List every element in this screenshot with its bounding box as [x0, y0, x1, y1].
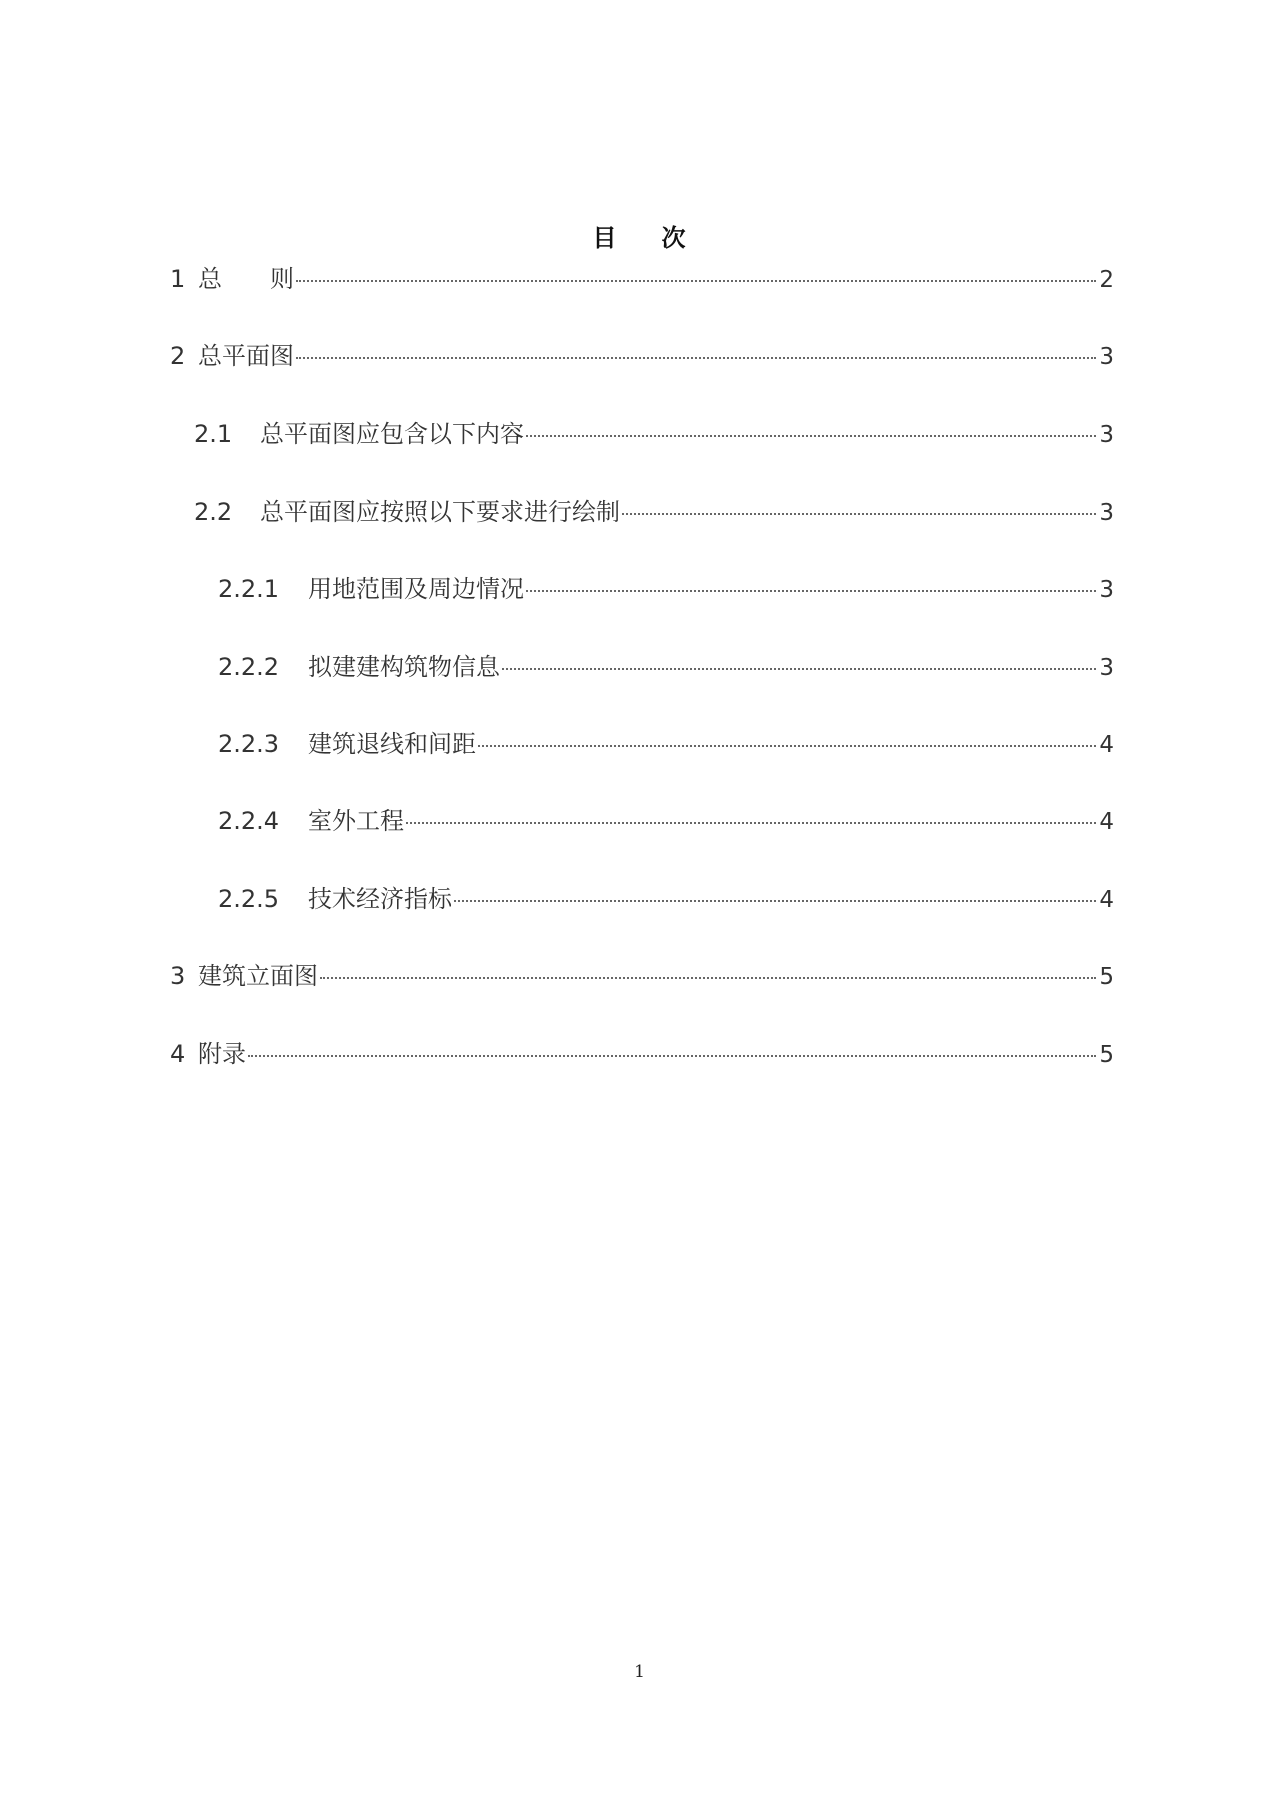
toc-entry[interactable]: [170, 959, 1114, 993]
toc-dot-leader: [526, 435, 1096, 437]
toc-entry-label: 总 则: [198, 265, 294, 293]
toc-entry-number: 2.2.3: [218, 730, 280, 758]
toc-entry-page: 3: [1099, 422, 1114, 448]
toc-entry-page: 4: [1099, 809, 1114, 835]
toc-entry-page: 2: [1099, 267, 1114, 293]
toc-dot-leader: [406, 822, 1096, 824]
toc-entry[interactable]: [170, 1037, 1114, 1071]
toc-dot-leader: [622, 513, 1096, 515]
toc-entry-number: 3: [170, 962, 186, 990]
toc-dot-leader: [296, 280, 1096, 282]
toc-entry-label: 附录: [198, 1040, 246, 1068]
toc-dot-leader: [502, 668, 1096, 670]
toc-dot-leader: [320, 977, 1096, 979]
toc-entry-number: 2: [170, 342, 186, 370]
toc-entry-number: 2.2.4: [218, 807, 280, 835]
toc-entry-label: 建筑立面图: [198, 962, 318, 990]
toc-entry[interactable]: [194, 417, 1114, 451]
toc-title-left: 目: [592, 224, 618, 252]
toc-entry[interactable]: [218, 727, 1114, 761]
toc-entry-number: 2.2.5: [218, 885, 280, 913]
toc-dot-leader: [248, 1055, 1096, 1057]
toc-dot-leader: [526, 590, 1096, 592]
toc-entry-page: 3: [1099, 500, 1114, 526]
toc-entry-label: 拟建建构筑物信息: [308, 653, 500, 681]
toc-entry[interactable]: [218, 804, 1114, 838]
toc-entry-label: 建筑退线和间距: [308, 730, 476, 758]
toc-entry[interactable]: [170, 262, 1114, 296]
toc-dot-leader: [478, 745, 1096, 747]
toc-entry-number: 2.1: [194, 420, 233, 448]
toc-entry-label: 总平面图: [198, 342, 294, 370]
toc-entry-page: 3: [1099, 655, 1114, 681]
toc-entry-label: 总平面图应包含以下内容: [260, 420, 524, 448]
toc-entry-label: 技术经济指标: [308, 885, 452, 913]
toc-entry-label: 室外工程: [308, 807, 404, 835]
toc-entry-page: 3: [1099, 577, 1114, 603]
toc-entry[interactable]: [218, 882, 1114, 916]
toc-entry-number: 4: [170, 1040, 186, 1068]
toc-entry[interactable]: [170, 339, 1114, 373]
toc-entry-number: 1: [170, 265, 186, 293]
toc-entry-page: 3: [1099, 344, 1114, 370]
toc-entry[interactable]: [218, 572, 1114, 606]
toc-entry-label: 用地范围及周边情况: [308, 575, 524, 603]
toc-entry[interactable]: [218, 650, 1114, 684]
toc-entry-number: 2.2.1: [218, 575, 280, 603]
toc-entry-page: 4: [1099, 732, 1114, 758]
toc-entry[interactable]: [194, 495, 1114, 529]
toc-title-right: 次: [661, 224, 687, 252]
toc-entry-page: 5: [1099, 1042, 1114, 1068]
toc-entry-page: 5: [1099, 964, 1114, 990]
toc-entry-number: 2.2.2: [218, 653, 280, 681]
toc-title: [0, 218, 1279, 253]
toc-entry-number: 2.2: [194, 498, 233, 526]
toc-dot-leader: [454, 900, 1096, 902]
page-number: 1: [634, 1662, 645, 1682]
toc-dot-leader: [296, 357, 1096, 359]
toc-entry-page: 4: [1099, 887, 1114, 913]
toc-entry-label: 总平面图应按照以下要求进行绘制: [260, 498, 620, 526]
